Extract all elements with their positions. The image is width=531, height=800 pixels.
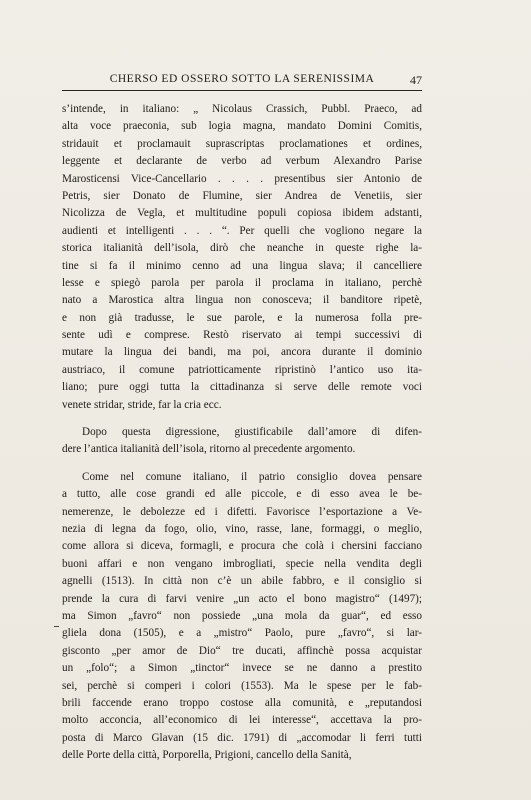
text-line: audienti et intelligenti . . . “. Per quelli che vogliono negare la bbox=[62, 224, 422, 237]
text-line: sente udì e comprese. Restò riservato ai tempi successivi di bbox=[62, 329, 422, 342]
text-line: nezia di legna da fogo, olio, vino, rasse, lane, formaggi, o meglio, bbox=[62, 522, 422, 535]
text-line: nato a Marostica altra lingua non conosceva; il banditore ripetè, bbox=[62, 294, 422, 307]
text-line: storica italianità dell’isola, dirò che neanche in queste righe la- bbox=[62, 242, 422, 255]
text-line: liano; pure oggi tutta la cittadinanza si serve delle remote voci bbox=[62, 381, 422, 394]
text-line: Come nel comune italiano, il patrio consiglio dovea pensare bbox=[82, 470, 422, 483]
text-line: stridauit et proclamauit suprascriptas proclamationes et ordines, bbox=[62, 137, 422, 150]
text-line: dere l’antica italianità dell’isola, ritorno al precedente argomento. bbox=[62, 443, 356, 456]
page-number: 47 bbox=[410, 73, 422, 87]
text-line: e non già tradusse, le sue parole, e la numerosa folla pre- bbox=[62, 311, 422, 324]
paragraph-gap bbox=[62, 414, 422, 424]
text-line: molto acconcia, all’economico di lei interesse“, accettava la pro- bbox=[62, 714, 422, 727]
text-line: come allora si diceva, formagli, e procura che colà i chersini facciano bbox=[62, 540, 422, 553]
text-line: a tutto, alle cose grandi ed alle piccole, e di esso avea le be- bbox=[62, 488, 422, 501]
paragraph-3 bbox=[62, 469, 422, 765]
running-head bbox=[62, 71, 422, 89]
text-line: posta di Marco Glavan (15 dic. 1791) di „accomodar li ferri tutti bbox=[62, 731, 422, 744]
text-line: agnelli (1513). In città non c’è un abile fabbro, e il consiglio si bbox=[62, 575, 422, 588]
text-line: venete stridar, stride, far la cria ecc. bbox=[62, 398, 222, 411]
paragraph-1 bbox=[62, 101, 422, 414]
text-line: delle Porte della città, Porporella, Prigioni, cancello della Sanità, bbox=[62, 749, 352, 762]
text-line: Marosticensi Vice-Cancellario . . . . presentibus sier Antonio de bbox=[62, 172, 422, 185]
text-line: nemerenze, le debolezze ed i difetti. Favorisce l’esportazione a Ve- bbox=[62, 505, 422, 518]
text-line: buoni affari e non vengano imbrogliati, specie nella vendita degli bbox=[62, 557, 422, 570]
text-line: lesse e spiegò parola per parola il proclama in italiano, perchè bbox=[62, 276, 422, 289]
text-line: Dopo questa digressione, giustificabile dall’amore di difen- bbox=[82, 426, 422, 439]
text-line: prende la cura di farvi venire „un acto el bono magistro“ (1497); bbox=[62, 592, 422, 605]
text-line: un „folo“; a Simon „tinctor“ invece se ne danno a prestito bbox=[62, 662, 422, 675]
margin-mark bbox=[54, 626, 59, 627]
text-line: Nicolizza de Vegla, et multitudine populi copiosa ibidem adstanti, bbox=[62, 207, 422, 220]
text-line: Petris, sier Donato de Flumine, sier Andrea de Venetiis, sier bbox=[62, 189, 422, 202]
body-text bbox=[62, 101, 422, 764]
text-line: leggente et declarante de verbo ad verbum Alexandro Parise bbox=[62, 155, 422, 168]
text-line: tine si fa il minimo cenno ad una lingua slava; il cancelliere bbox=[62, 259, 422, 272]
text-line: austriaco, il comune patriotticamente ripristinò l’antico uso ita- bbox=[62, 363, 422, 376]
text-line: gisconto „per amor de Dio“ tre ducati, affinchè possa acquistar bbox=[62, 644, 422, 657]
text-line: s’intende, in italiano: „ Nicolaus Crassich, Pubbl. Praeco, ad bbox=[62, 103, 422, 115]
text-line: mutare la lingua dei bandi, ma poi, ancora durante il dominio bbox=[62, 346, 422, 359]
header-rule bbox=[62, 90, 422, 91]
paragraph-2 bbox=[62, 424, 422, 459]
text-line: sei, perchè si comperi i colori (1553). Ma le spese per le fab- bbox=[62, 679, 422, 692]
text-line: alta voce praeconia, sub logia magna, mandato Domini Comitis, bbox=[62, 120, 422, 133]
text-line: ma Simon „favro“ non possiede „una mola da guar“, ed esso bbox=[62, 609, 422, 622]
paragraph-gap bbox=[62, 459, 422, 469]
running-title: CHERSO ED OSSERO SOTTO LA SERENISSIMA bbox=[109, 73, 375, 85]
text-line: brili faccende erano troppo costose alla comunità, e „reputandosi bbox=[62, 696, 422, 709]
text-line: gliela dona (1505), e a „mistro“ Paolo, pure „favro“, si lar- bbox=[62, 627, 422, 640]
